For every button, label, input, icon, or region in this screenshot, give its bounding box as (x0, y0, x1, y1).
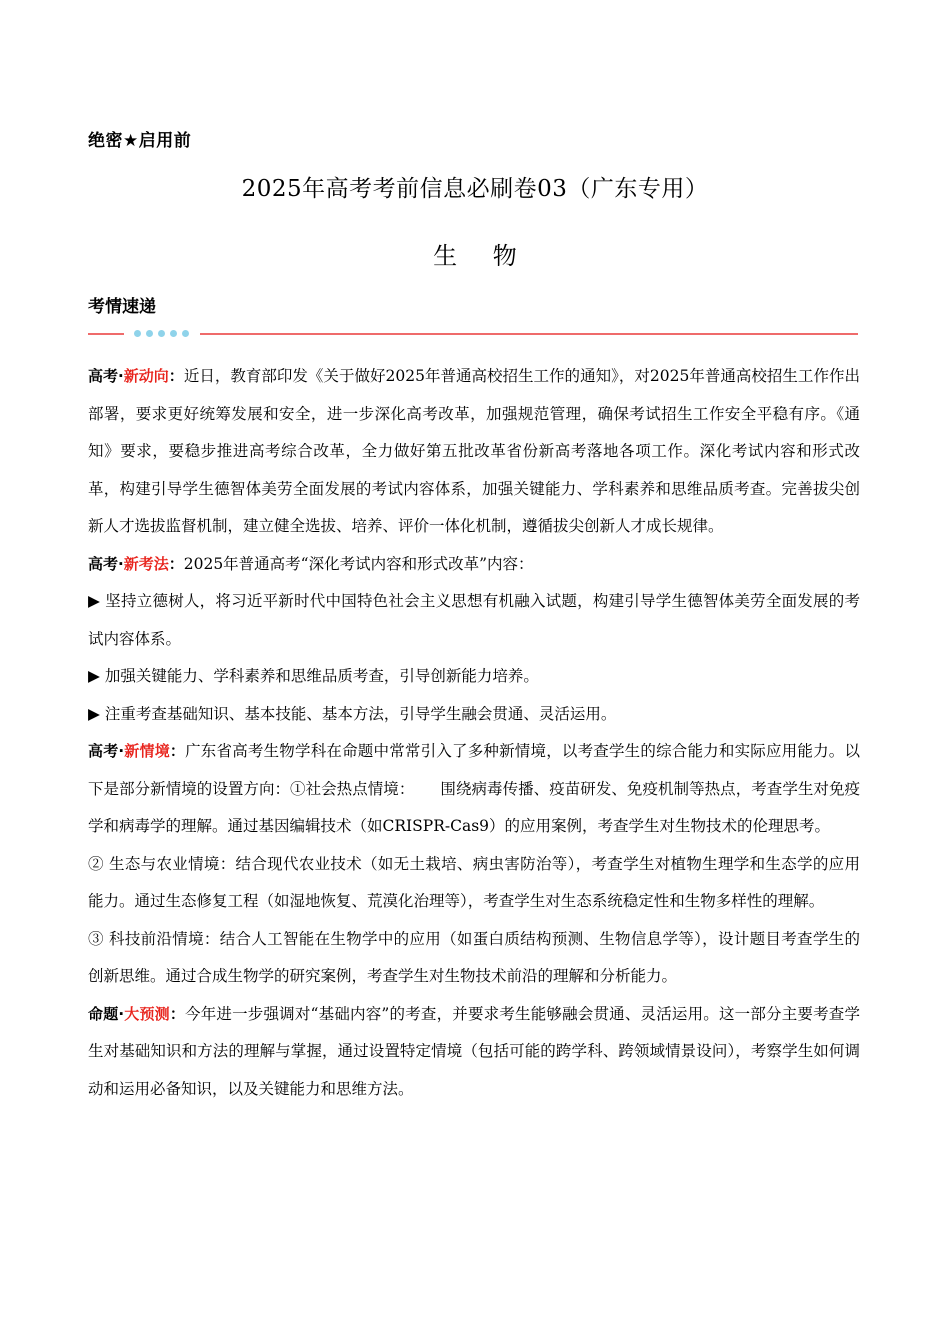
divider-dot-icon (170, 330, 177, 337)
paragraph-text: 2025年普通高考“深化考试内容和形式改革”内容： (183, 554, 534, 573)
label-keyword: 新情境 (124, 742, 170, 760)
label-colon: ： (168, 554, 184, 573)
label-colon: ： (169, 1004, 186, 1023)
secret-mark: 绝密★启用前 (88, 131, 192, 151)
paragraph-new-scenarios (88, 733, 860, 846)
label-colon: ： (168, 367, 184, 385)
label-prefix: 高考· (88, 367, 124, 385)
subject-title: 生 物 (433, 242, 531, 270)
divider-line-right (200, 333, 858, 335)
bullet-item: ▶ 注重考查基础知识、基本技能、基本方法，引导学生融会贯通、灵活运用。 (88, 704, 617, 723)
paragraph-ecology: ② 生态与农业情境：结合现代农业技术（如无土栽培、病虫害防治等），考查学生对植物生理学和生态学的应用能力。通过生态修复工程（如湿地恢复、荒漠化治理等），考查学生对生态系统稳定性和生物多样性的理解。 (88, 854, 860, 910)
paragraph-text: 围绕病毒传播、疫苗研发、免疫机制等热点，考查学生对免疫学和病毒学的理解。通过基因编辑技术（如CRISPR-Cas9）的应用案例，考查学生对生物技术的伦理思考。 (88, 779, 860, 835)
paragraph-text: 广东省高考生物学科在命题中常常引入了多种新情境，以考查学生的综合能力和实际应用能力。以下是部分新情境的设置方向：①社会热点情境： (88, 742, 860, 798)
divider-line-left (88, 333, 124, 335)
bullet-item: ▶ 坚持立德树人，将习近平新时代中国特色社会主义思想有机融入试题，构建引导学生德智体美劳全面发展的考试内容体系。 (88, 592, 860, 648)
decorative-divider (88, 326, 858, 340)
label-prefix: 高考· (88, 554, 124, 573)
paragraph-text: 今年进一步强调对“基础内容”的考查，并要求考生能够融会贯通、灵活运用。这一部分主要考查学生对基础知识和方法的理解与掌握，通过设置特定情境（包括可能的跨学科、跨领域情景设问），考察学生如何调动和运用必备知识，以及关键能力和思维方法。 (88, 1004, 860, 1098)
paragraph-text: 近日，教育部印发《关于做好2025年普通高校招生工作的通知》，对2025年普通高校招生工作作出部署，要求更好统筹发展和安全，进一步深化高考改革，加强规范管理，确保考试招生工作安全平稳有序。《通知》要求，要稳步推进高考综合改革，全力做好第五批改革省份新高考落地各项工作。深化考试内容和形式改革，构建引导学生德智体美劳全面发展的考试内容体系，加强关键能力、学科素养和思维品质考查。完善拔尖创新人才选拔监督机制，建立健全选拔、培养、评价一体化机制，遵循拔尖创新人才成长规律。 (88, 367, 860, 535)
divider-dot-icon (134, 330, 141, 337)
paragraph-new-trends (88, 358, 860, 546)
label-prefix: 高考· (88, 742, 125, 760)
label-prefix: 命题· (88, 1004, 125, 1023)
label-keyword: 新动向 (123, 367, 169, 385)
label-keyword: 大预测 (124, 1004, 170, 1023)
paragraph-new-methods (88, 546, 860, 584)
bullet-item: ▶ 加强关键能力、学科素养和思维品质考查，引导创新能力培养。 (88, 667, 539, 685)
page-title: 2025年高考考前信息必刷卷03（广东专用） (241, 176, 709, 202)
paragraph-prediction (88, 996, 860, 1109)
label-keyword: 新考法 (123, 554, 169, 573)
divider-dot-icon (182, 330, 189, 337)
divider-dot-icon (158, 330, 165, 337)
paragraph-tech-frontier: ③ 科技前沿情境：结合人工智能在生物学中的应用（如蛋白质结构预测、生物信息学等），设计题目考查学生的创新思维。通过合成生物学的研究案例，考查学生对生物技术前沿的理解和分析能力。 (88, 929, 860, 985)
document-body (88, 358, 860, 1108)
divider-dot-icon (146, 330, 153, 337)
label-colon: ： (169, 742, 186, 760)
section-heading: 考情速递 (88, 297, 156, 317)
